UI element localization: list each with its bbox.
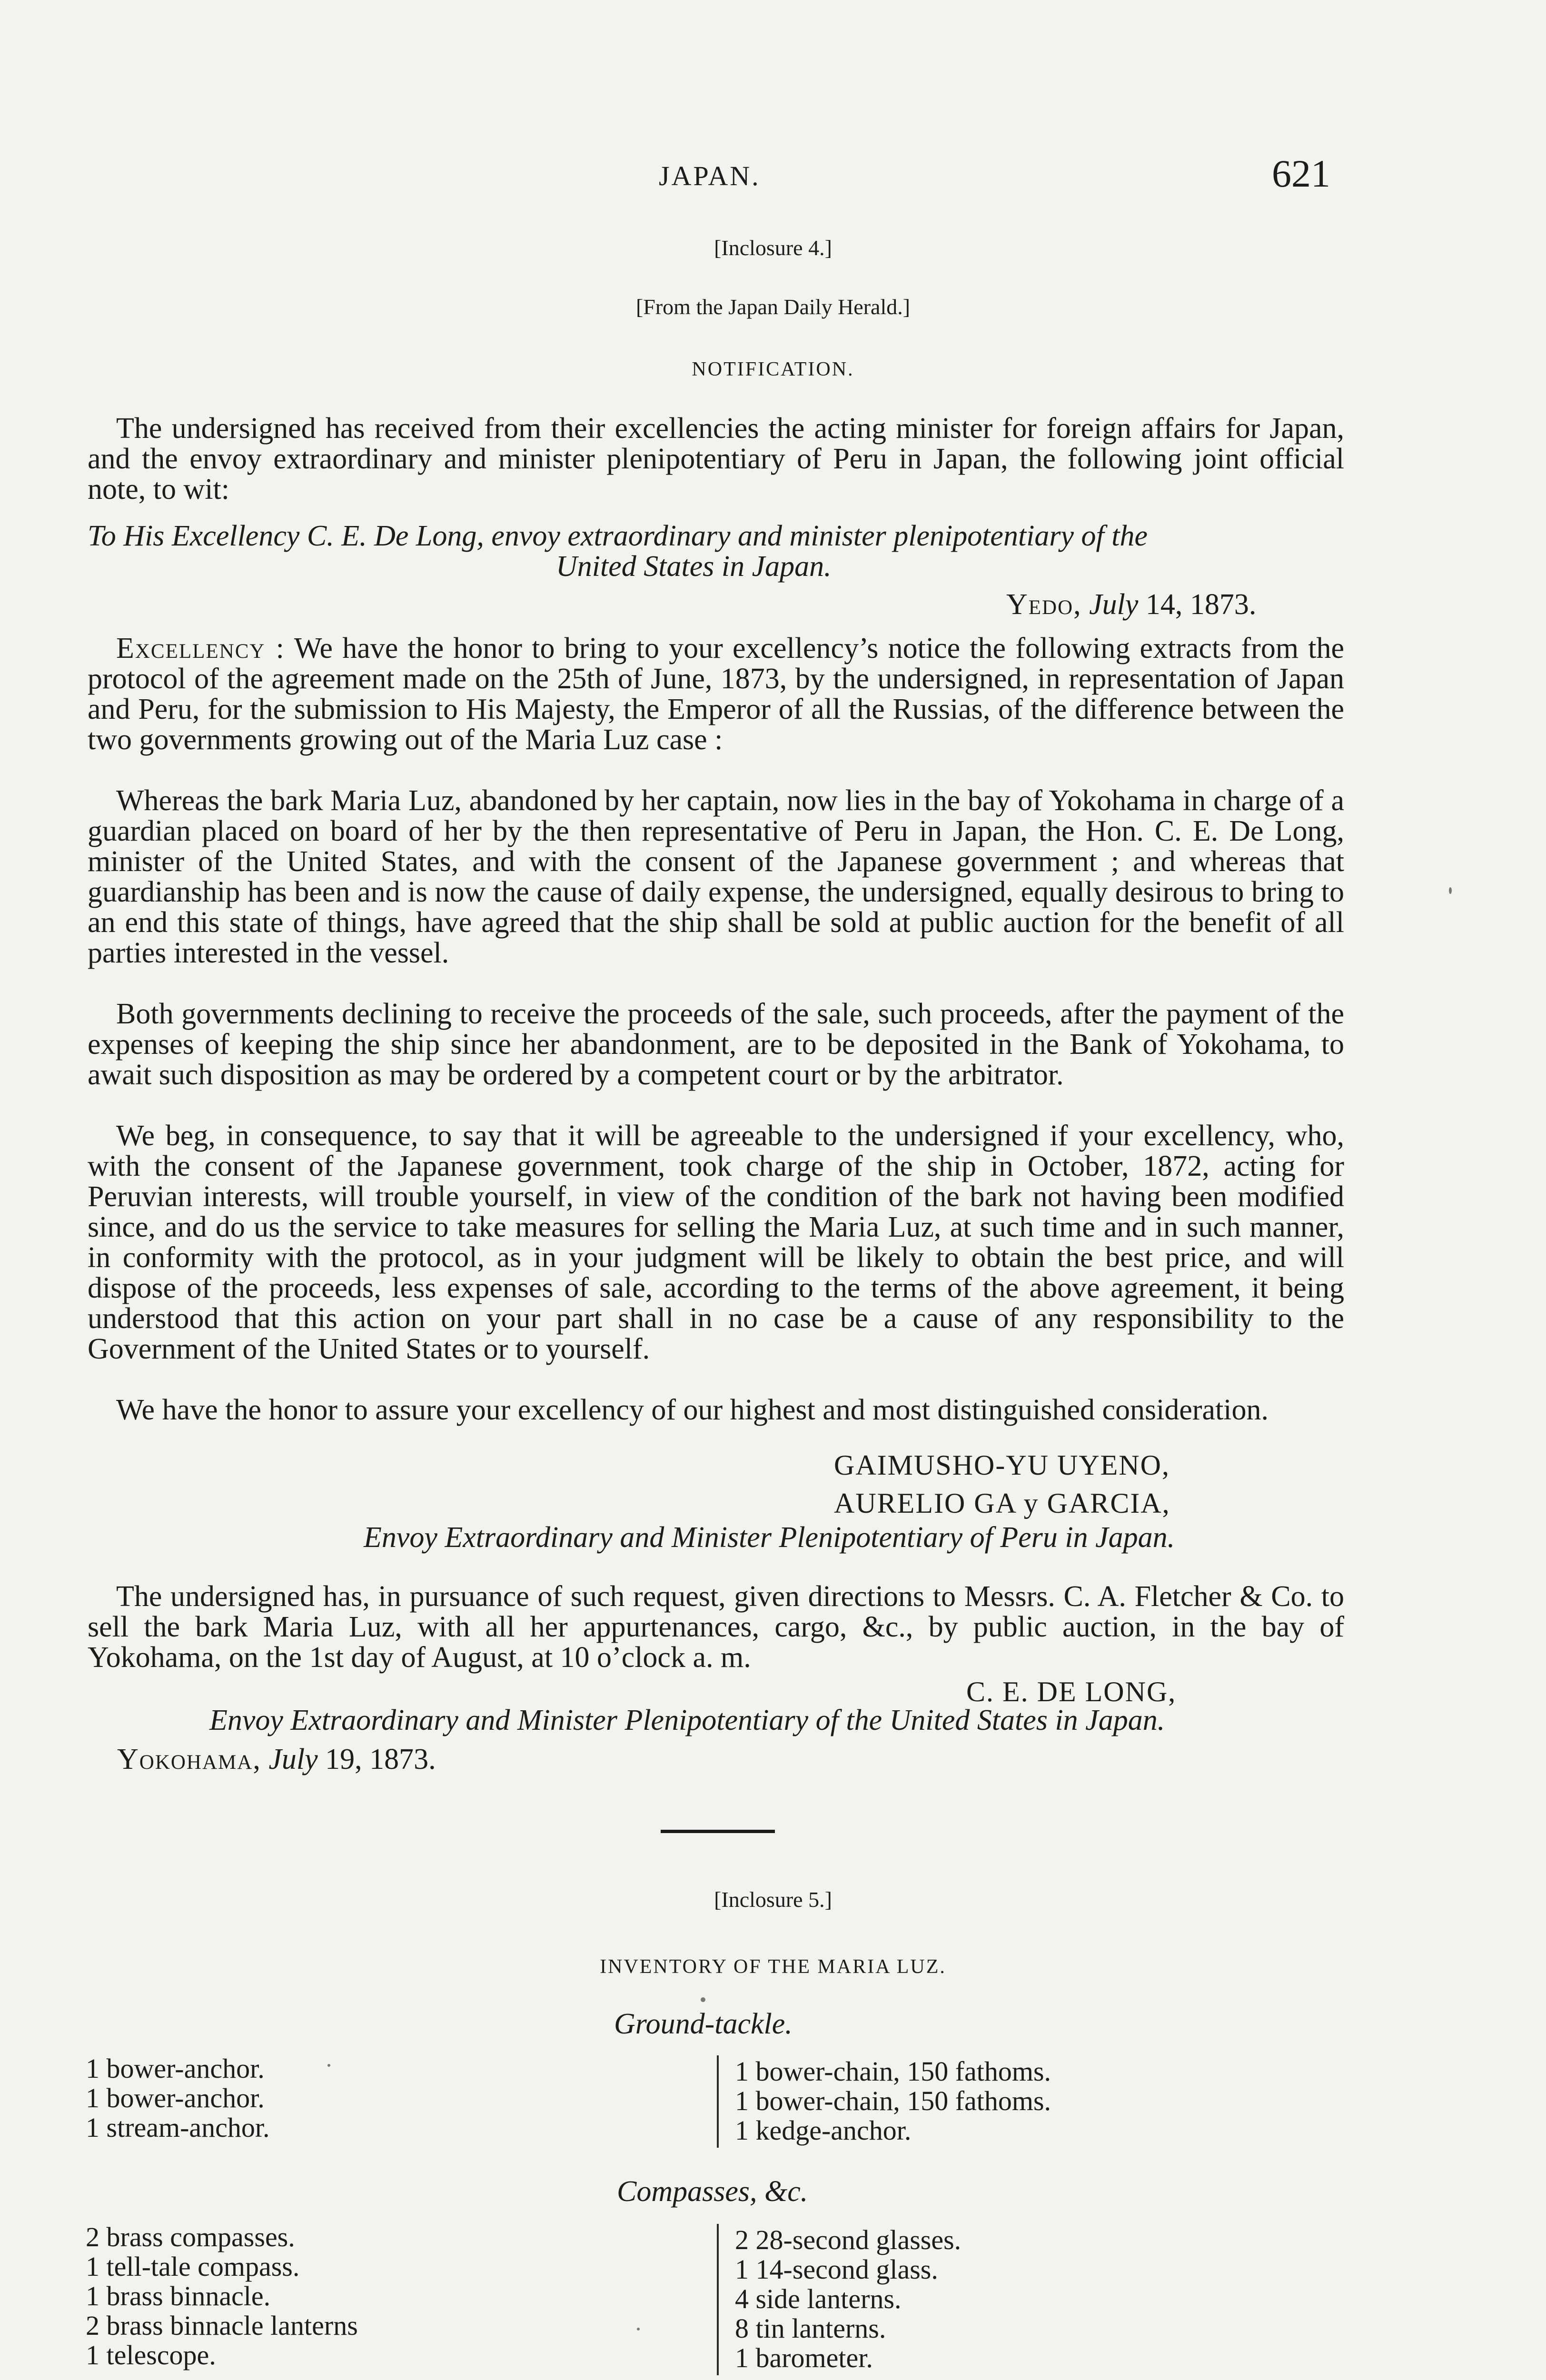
inventory-item: 1 stream-anchor.: [86, 2112, 270, 2143]
inclosure-4-label: [Inclosure 4.]: [714, 236, 832, 260]
inventory-item: 1 tell-tale compass.: [86, 2251, 300, 2282]
notice-paragraph: The undersigned has, in pursuance of such request, given directions to Messrs. C. A. Fletcher & Co. to sell the bark Maria Luz, with all her appurtenances, cargo, &c., by public auction, in the bay of Yokohama, on the 1st day of August, at 10 o’clock a. m.: [88, 1580, 1344, 1674]
inventory-item: 2 28-second glasses.: [735, 2224, 961, 2255]
signer-title: Envoy Extraordinary and Minister Plenipotentiary of Peru in Japan.: [364, 1521, 1175, 1554]
section-title-ground-tackle: Ground-tackle.: [614, 2008, 793, 2040]
inventory-heading: INVENTORY OF THE MARIA LUZ.: [600, 1956, 946, 1978]
signer-1: GAIMUSHO-YU UYENO,: [834, 1449, 1170, 1481]
page-number: 621: [1272, 152, 1330, 195]
address-line-1: To His Excellency C. E. De Long, envoy extraordinary and minister plenipotentiary of the: [88, 520, 1148, 552]
inventory-item: 1 telescope.: [86, 2340, 216, 2370]
closing-month: July: [268, 1743, 318, 1775]
inventory-item: 1 bower-anchor.: [86, 2053, 265, 2084]
print-speck: [327, 2064, 330, 2067]
signer-3-title: Envoy Extraordinary and Minister Plenipotentiary of the United States in Japan.: [209, 1704, 1165, 1736]
notification-heading: NOTIFICATION.: [692, 358, 854, 380]
closing-place: Yokohama,: [117, 1743, 261, 1775]
inclosure-4-source: [From the Japan Daily Herald.]: [635, 295, 911, 319]
inclosure-5-label: [Inclosure 5.]: [714, 1887, 832, 1912]
address-line-2: United States in Japan.: [556, 550, 832, 583]
closing-rest: 19, 1873.: [325, 1743, 436, 1775]
letter-paragraph-5: We have the honor to assure your excellency of our highest and most distinguished consideration.: [116, 1394, 1269, 1426]
inventory-item: 8 tin lanterns.: [735, 2313, 886, 2344]
letter-paragraph-1: [88, 633, 1344, 755]
inventory-item: 1 bower-anchor.: [86, 2082, 265, 2113]
dateline-rest: 14, 1873.: [1145, 588, 1257, 621]
dateline-place: Yedo,: [1006, 588, 1082, 621]
running-header-title: JAPAN.: [659, 160, 761, 191]
inventory-item: 1 14-second glass.: [735, 2254, 938, 2285]
inventory-item: 1 bower-chain, 150 fathoms.: [735, 2085, 1051, 2116]
dateline-month: July: [1089, 588, 1139, 621]
letter-paragraph-2: Whereas the bark Maria Luz, abandoned by her captain, now lies in the bay of Yokohama in charge of a guardian placed on board of her by the then representative of Peru in Japan, the Hon. C. E. De Long, minister of the United States, and with the consent of the Japanese government ; and whereas that guardianship has been and is now the cause of daily expense, the undersigned, equally desirous to bring to an end this state of things, have agreed that the ship shall be sold at public auction for the benefit of all parties interested in the vessel.: [88, 784, 1344, 969]
print-speck: [1449, 887, 1452, 894]
section-title-compasses: Compasses, &c.: [617, 2175, 808, 2208]
print-speck: [637, 2328, 640, 2330]
dateline: [1006, 589, 1256, 620]
inventory-item: 1 barometer.: [735, 2342, 873, 2373]
inventory-item: 4 side lanterns.: [735, 2283, 902, 2314]
print-speck: [701, 1997, 705, 2002]
inventory-item: 1 brass binnacle.: [86, 2281, 271, 2311]
signer-2: AURELIO GA y GARCIA,: [834, 1488, 1170, 1519]
inventory-item: 1 bower-chain, 150 fathoms.: [735, 2056, 1051, 2087]
section-divider: [661, 1830, 775, 1833]
column-divider: [717, 2224, 719, 2375]
inventory-item: 2 brass compasses.: [86, 2221, 295, 2252]
letter-paragraph-3: Both governments declining to receive the proceeds of the sale, such proceeds, after the payment of the expenses of keeping the ship since her abandonment, are to be deposited in the Bank of Yokohama, to await such disposition as may be ordered by a competent court or by the arbitrator.: [88, 998, 1344, 1091]
inventory-item: 2 brass binnacle lanterns: [86, 2310, 358, 2341]
signer-3: C. E. DE LONG,: [966, 1676, 1177, 1707]
notification-intro: The undersigned has received from their excellencies the acting minister for foreign affairs for Japan, and the envoy extraordinary and minister plenipotentiary of Peru in Japan, the following joint official note, to wit:: [88, 412, 1344, 506]
column-divider: [717, 2055, 719, 2148]
letter-paragraph-4: We beg, in consequence, to say that it will be agreeable to the undersigned if your excellency, who, with the consent of the Japanese government, took charge of the ship in October, 1872, acting for Peruvian interests, will trouble yourself, in view of the condition of the bark not having been modified since, and do us the service to take measures for selling the Maria Luz, at such time and in such manner, in conformity with the protocol, as in your judgment will be likely to obtain the best price, and will dispose of the proceeds, less expenses of sale, according to the terms of the above agreement, it being understood that this action on your part shall in no case be a cause of any responsibility to the Government of the United States or to yourself.: [88, 1120, 1344, 1365]
salutation: Excellency :: [116, 632, 285, 664]
letter-paragraph-1-text: We have the honor to bring to your excellency’s notice the following extracts from the protocol of the agreement made on the 25th of June, 1873, by the undersigned, in representation of Japan and Peru, for the submission to His Majesty, the Emperor of all the Russias, of the difference between the two governments growing out of the Maria Luz case :: [88, 632, 1344, 756]
closing-dateline: [117, 1744, 436, 1775]
inventory-item: 1 kedge-anchor.: [735, 2115, 912, 2146]
